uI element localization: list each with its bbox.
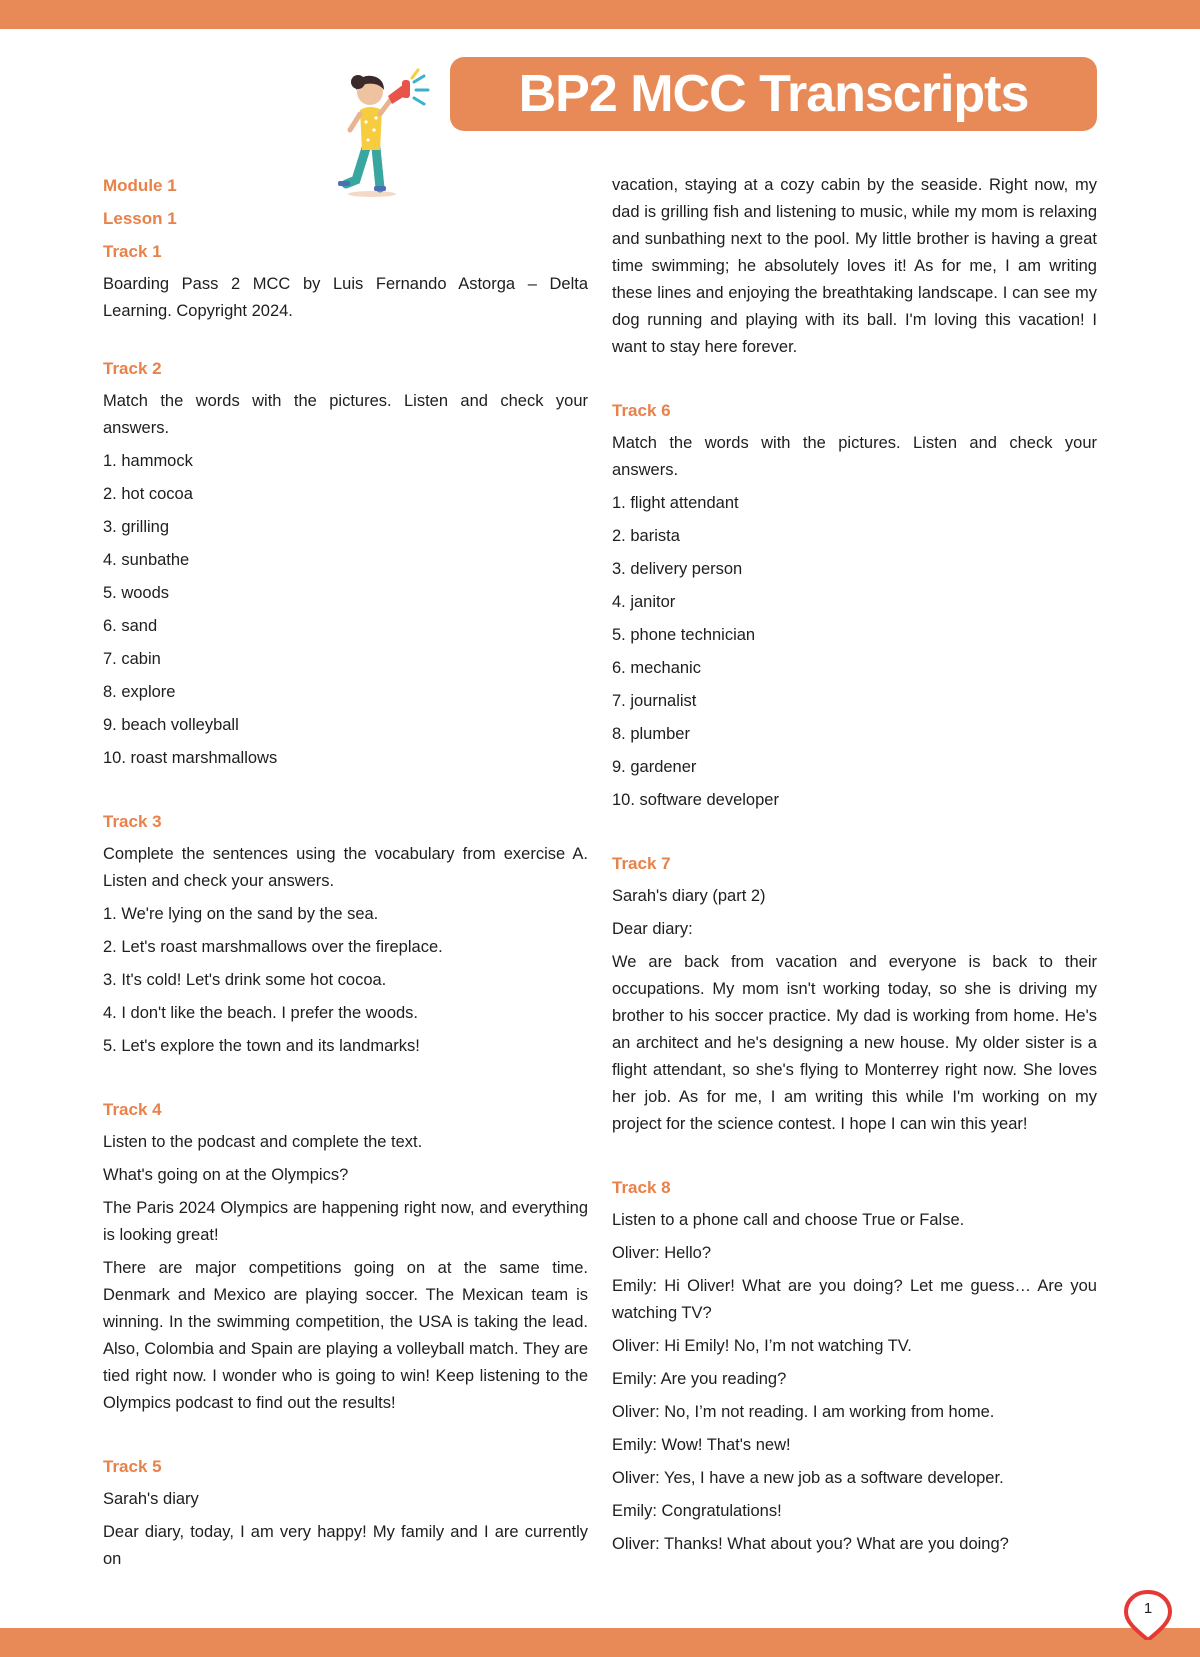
track-heading: Track 4 [103, 1100, 162, 1119]
list-item: 9. gardener [612, 758, 697, 776]
list-item: 6. mechanic [612, 659, 701, 677]
dialogue-line: Emily: Hi Oliver! What are you doing? Let me guess… Are you watching TV? [612, 1277, 1097, 1322]
list-item: 4. sunbathe [103, 551, 190, 569]
lesson-heading: Lesson 1 [103, 209, 177, 228]
instruction: Listen to a phone call and choose True or False. [612, 1211, 965, 1229]
paragraph: vacation, staying at a cozy cabin by the seaside. Right now, my dad is grilling fish and listening to music, while my mom is relaxing and sunbathing next to the pool. My little brother is having a great time swimming; he absolutely loves it! As for me, I am writing these lines and enjoying the breathtaking landscape. I can see my dog running and playing with its ball. I'm loving this vacation! I want to stay here forever. [612, 176, 1097, 356]
track-heading: Track 3 [103, 812, 162, 831]
paragraph: The Paris 2024 Olympics are happening right now, and everything is looking great! [103, 1199, 588, 1244]
dialogue-line: Emily: Wow! That's new! [612, 1436, 791, 1454]
list-item: 6. sand [103, 617, 158, 635]
list-item: 2. Let's roast marshmallows over the fireplace. [103, 938, 443, 956]
page-title: BP2 MCC Transcripts [518, 65, 1029, 123]
list-item: 5. woods [103, 584, 170, 602]
subtitle: What's going on at the Olympics? [103, 1166, 349, 1184]
list-item: 2. barista [612, 527, 680, 545]
list-item: 5. Let's explore the town and its landmarks! [103, 1037, 420, 1055]
list-item: 3. grilling [103, 518, 170, 536]
track-heading: Track 7 [612, 854, 671, 873]
list-item: 8. plumber [612, 725, 690, 743]
track-heading: Track 2 [103, 359, 162, 378]
subtitle: Sarah's diary [103, 1490, 199, 1508]
list-item: 2. hot cocoa [103, 485, 193, 503]
list-item: 1. hammock [103, 452, 193, 470]
list-item: 7. cabin [103, 650, 161, 668]
module-heading: Module 1 [103, 176, 177, 195]
paragraph: Boarding Pass 2 MCC by Luis Fernando Astorga – Delta Learning. Copyright 2024. [103, 275, 588, 320]
dialogue-line: Emily: Are you reading? [612, 1370, 787, 1388]
track-heading: Track 5 [103, 1457, 162, 1476]
dialogue-line: Oliver: Thanks! What about you? What are you doing? [612, 1535, 1009, 1553]
dialogue-line: Emily: Congratulations! [612, 1502, 782, 1520]
dialogue-line: Oliver: No, I’m not reading. I am working from home. [612, 1403, 995, 1421]
instruction: Match the words with the pictures. Listen and check your answers. [612, 434, 1097, 479]
list-item: 10. software developer [612, 791, 779, 809]
list-item: 1. flight attendant [612, 494, 739, 512]
title-banner [450, 57, 1097, 131]
list-item: 7. journalist [612, 692, 697, 710]
bottom-banner-bar [0, 1628, 1200, 1657]
instruction: Match the words with the pictures. Listen and check your answers. [103, 392, 588, 437]
left-column [103, 172, 588, 1573]
right-column [612, 172, 1097, 1564]
page-number: 1 [1143, 1600, 1153, 1617]
list-item: 4. janitor [612, 593, 676, 611]
dialogue-line: Oliver: Hi Emily! No, I’m not watching TV. [612, 1337, 912, 1355]
list-item: 9. beach volleyball [103, 716, 239, 734]
list-item: 4. I don't like the beach. I prefer the woods. [103, 1004, 419, 1022]
track-heading: Track 6 [612, 401, 671, 420]
list-item: 5. phone technician [612, 626, 756, 644]
track-heading: Track 8 [612, 1178, 671, 1197]
paragraph: Dear diary, today, I am very happy! My family and I are currently on [103, 1523, 588, 1568]
track-heading: Track 1 [103, 242, 162, 261]
instruction: Complete the sentences using the vocabulary from exercise A. Listen and check your answers. [103, 845, 588, 890]
dialogue-line: Oliver: Hello? [612, 1244, 712, 1262]
list-item: 3. It's cold! Let's drink some hot cocoa. [103, 971, 387, 989]
greeting: Dear diary: [612, 920, 693, 938]
paragraph: There are major competitions going on at the same time. Denmark and Mexico are playing soccer. The Mexican team is winning. In the swimming competition, the USA is taking the lead. Also, Colombia and Spain are playing a volleyball match. They are tied right now. I wonder who is going to win! Keep listening to the Olympics podcast to find out the results! [103, 1259, 588, 1412]
top-banner-bar [0, 0, 1200, 29]
paragraph: We are back from vacation and everyone is back to their occupations. My mom isn't working today, so she is driving my brother to his soccer practice. My dad is working from home. He's an architect and he's designing a new house. My older sister is a flight attendant, so she's flying to Monterrey right now. She loves her job. As for me, I am writing this while I'm working on my project for the science contest. I hope I can win this year! [612, 953, 1097, 1133]
list-item: 1. We're lying on the sand by the sea. [103, 905, 379, 923]
list-item: 8. explore [103, 683, 176, 701]
list-item: 10. roast marshmallows [103, 749, 278, 767]
list-item: 3. delivery person [612, 560, 743, 578]
instruction: Listen to the podcast and complete the text. [103, 1133, 423, 1151]
dialogue-line: Oliver: Yes, I have a new job as a software developer. [612, 1469, 1004, 1487]
subtitle: Sarah's diary (part 2) [612, 887, 766, 905]
